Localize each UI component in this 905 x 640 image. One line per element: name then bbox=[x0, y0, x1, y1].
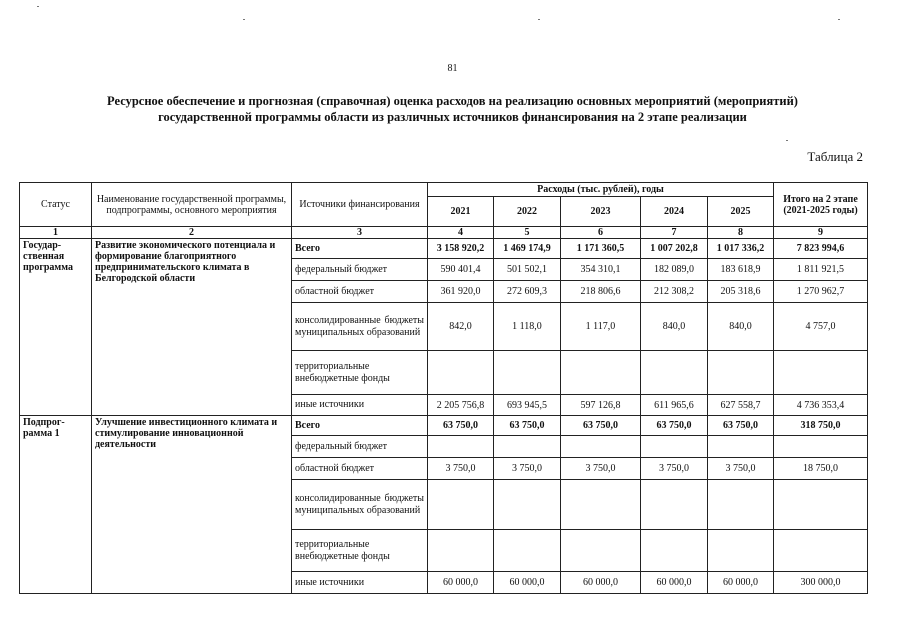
value-cell: 840,0 bbox=[641, 303, 708, 351]
value-cell bbox=[428, 480, 494, 530]
scan-speck bbox=[37, 6, 39, 7]
source-cell: Всего bbox=[292, 239, 428, 259]
header-year: 2021 bbox=[428, 197, 494, 227]
total-cell bbox=[774, 530, 868, 572]
value-cell: 1 469 174,9 bbox=[494, 239, 561, 259]
value-cell: 1 007 202,8 bbox=[641, 239, 708, 259]
value-cell bbox=[561, 530, 641, 572]
source-cell: территориальные внебюджетные фонды bbox=[292, 351, 428, 395]
budget-table bbox=[19, 182, 868, 594]
total-cell bbox=[774, 480, 868, 530]
value-cell: 60 000,0 bbox=[708, 572, 774, 594]
name-cell: Улучшение инвестиционного климата и стимулирование инновационной деятельности bbox=[92, 416, 292, 594]
total-cell: 18 750,0 bbox=[774, 458, 868, 480]
value-cell bbox=[494, 480, 561, 530]
name-cell: Развитие экономического потенциала и формирование благоприятного предпринимательского климата в Белгородской области bbox=[92, 239, 292, 416]
value-cell: 3 158 920,2 bbox=[428, 239, 494, 259]
page-title bbox=[20, 93, 885, 125]
source-cell: Всего bbox=[292, 416, 428, 436]
value-cell: 361 920,0 bbox=[428, 281, 494, 303]
source-cell: федеральный бюджет bbox=[292, 259, 428, 281]
column-number-row bbox=[20, 227, 868, 239]
header-total: Итого на 2 этапе (2021-2025 годы) bbox=[774, 183, 868, 227]
value-cell: 60 000,0 bbox=[641, 572, 708, 594]
table-row bbox=[20, 239, 868, 259]
value-cell: 3 750,0 bbox=[561, 458, 641, 480]
value-cell: 182 089,0 bbox=[641, 259, 708, 281]
value-cell bbox=[708, 351, 774, 395]
value-cell: 611 965,6 bbox=[641, 395, 708, 416]
source-cell: областной бюджет bbox=[292, 458, 428, 480]
value-cell: 63 750,0 bbox=[428, 416, 494, 436]
value-cell: 590 401,4 bbox=[428, 259, 494, 281]
column-number: 2 bbox=[92, 227, 292, 239]
value-cell bbox=[641, 480, 708, 530]
column-number: 9 bbox=[774, 227, 868, 239]
value-cell bbox=[708, 530, 774, 572]
value-cell: 3 750,0 bbox=[428, 458, 494, 480]
value-cell bbox=[428, 436, 494, 458]
value-cell: 3 750,0 bbox=[708, 458, 774, 480]
header-year: 2022 bbox=[494, 197, 561, 227]
value-cell bbox=[641, 530, 708, 572]
value-cell bbox=[641, 351, 708, 395]
source-cell: областной бюджет bbox=[292, 281, 428, 303]
value-cell bbox=[561, 480, 641, 530]
scan-speck bbox=[838, 19, 840, 20]
value-cell: 63 750,0 bbox=[494, 416, 561, 436]
value-cell: 218 806,6 bbox=[561, 281, 641, 303]
value-cell: 627 558,7 bbox=[708, 395, 774, 416]
scan-speck bbox=[786, 140, 788, 141]
column-number: 4 bbox=[428, 227, 494, 239]
source-cell: территориальные внебюджетные фонды bbox=[292, 530, 428, 572]
column-number: 8 bbox=[708, 227, 774, 239]
total-cell: 4 757,0 bbox=[774, 303, 868, 351]
header-year: 2023 bbox=[561, 197, 641, 227]
title-line-1: Ресурсное обеспечение и прогнозная (справочная) оценка расходов на реализацию основных мероприятий (мероприятий) bbox=[107, 94, 798, 108]
status-cell: Подпрог-рамма 1 bbox=[20, 416, 92, 594]
title-line-2: государственной программы области из различных источников финансирования на 2 этапе реализации bbox=[158, 110, 747, 124]
column-number: 5 bbox=[494, 227, 561, 239]
value-cell: 272 609,3 bbox=[494, 281, 561, 303]
header-expenses: Расходы (тыс. рублей), годы bbox=[428, 183, 774, 197]
source-cell: федеральный бюджет bbox=[292, 436, 428, 458]
source-cell: иные источники bbox=[292, 395, 428, 416]
value-cell: 60 000,0 bbox=[561, 572, 641, 594]
status-cell: Государ-ственная программа bbox=[20, 239, 92, 416]
value-cell: 354 310,1 bbox=[561, 259, 641, 281]
total-cell: 1 811 921,5 bbox=[774, 259, 868, 281]
header-sources: Источники финансирования bbox=[292, 183, 428, 227]
value-cell: 63 750,0 bbox=[641, 416, 708, 436]
table-row bbox=[20, 416, 868, 436]
total-cell: 1 270 962,7 bbox=[774, 281, 868, 303]
value-cell bbox=[428, 530, 494, 572]
value-cell bbox=[494, 436, 561, 458]
header-year: 2025 bbox=[708, 197, 774, 227]
header-name: Наименование государственной программы, подпрограммы, основного мероприятия bbox=[92, 183, 292, 227]
value-cell: 1 117,0 bbox=[561, 303, 641, 351]
value-cell: 842,0 bbox=[428, 303, 494, 351]
value-cell: 840,0 bbox=[708, 303, 774, 351]
value-cell bbox=[561, 436, 641, 458]
value-cell: 60 000,0 bbox=[428, 572, 494, 594]
value-cell bbox=[494, 530, 561, 572]
column-number: 7 bbox=[641, 227, 708, 239]
scan-speck bbox=[243, 19, 245, 20]
value-cell: 212 308,2 bbox=[641, 281, 708, 303]
value-cell: 60 000,0 bbox=[494, 572, 561, 594]
value-cell: 597 126,8 bbox=[561, 395, 641, 416]
value-cell: 1 171 360,5 bbox=[561, 239, 641, 259]
value-cell: 183 618,9 bbox=[708, 259, 774, 281]
source-cell: консолидированные бюджеты муниципальных образований bbox=[292, 303, 428, 351]
total-cell: 300 000,0 bbox=[774, 572, 868, 594]
value-cell bbox=[641, 436, 708, 458]
value-cell bbox=[708, 436, 774, 458]
column-number: 3 bbox=[292, 227, 428, 239]
table-label: Таблица 2 bbox=[807, 149, 863, 164]
value-cell: 501 502,1 bbox=[494, 259, 561, 281]
value-cell: 1 118,0 bbox=[494, 303, 561, 351]
column-number: 1 bbox=[20, 227, 92, 239]
header-status: Статус bbox=[20, 183, 92, 227]
total-cell bbox=[774, 436, 868, 458]
scan-speck bbox=[538, 19, 540, 20]
value-cell bbox=[708, 480, 774, 530]
value-cell: 3 750,0 bbox=[641, 458, 708, 480]
source-cell: иные источники bbox=[292, 572, 428, 594]
total-cell: 4 736 353,4 bbox=[774, 395, 868, 416]
total-cell: 318 750,0 bbox=[774, 416, 868, 436]
value-cell bbox=[494, 351, 561, 395]
header-year: 2024 bbox=[641, 197, 708, 227]
total-cell: 7 823 994,6 bbox=[774, 239, 868, 259]
value-cell: 693 945,5 bbox=[494, 395, 561, 416]
source-cell: консолидированные бюджеты муниципальных образований bbox=[292, 480, 428, 530]
value-cell: 63 750,0 bbox=[708, 416, 774, 436]
column-number: 6 bbox=[561, 227, 641, 239]
value-cell bbox=[561, 351, 641, 395]
total-cell bbox=[774, 351, 868, 395]
value-cell bbox=[428, 351, 494, 395]
value-cell: 2 205 756,8 bbox=[428, 395, 494, 416]
value-cell: 205 318,6 bbox=[708, 281, 774, 303]
value-cell: 63 750,0 bbox=[561, 416, 641, 436]
value-cell: 3 750,0 bbox=[494, 458, 561, 480]
page-number: 81 bbox=[447, 63, 458, 74]
value-cell: 1 017 336,2 bbox=[708, 239, 774, 259]
